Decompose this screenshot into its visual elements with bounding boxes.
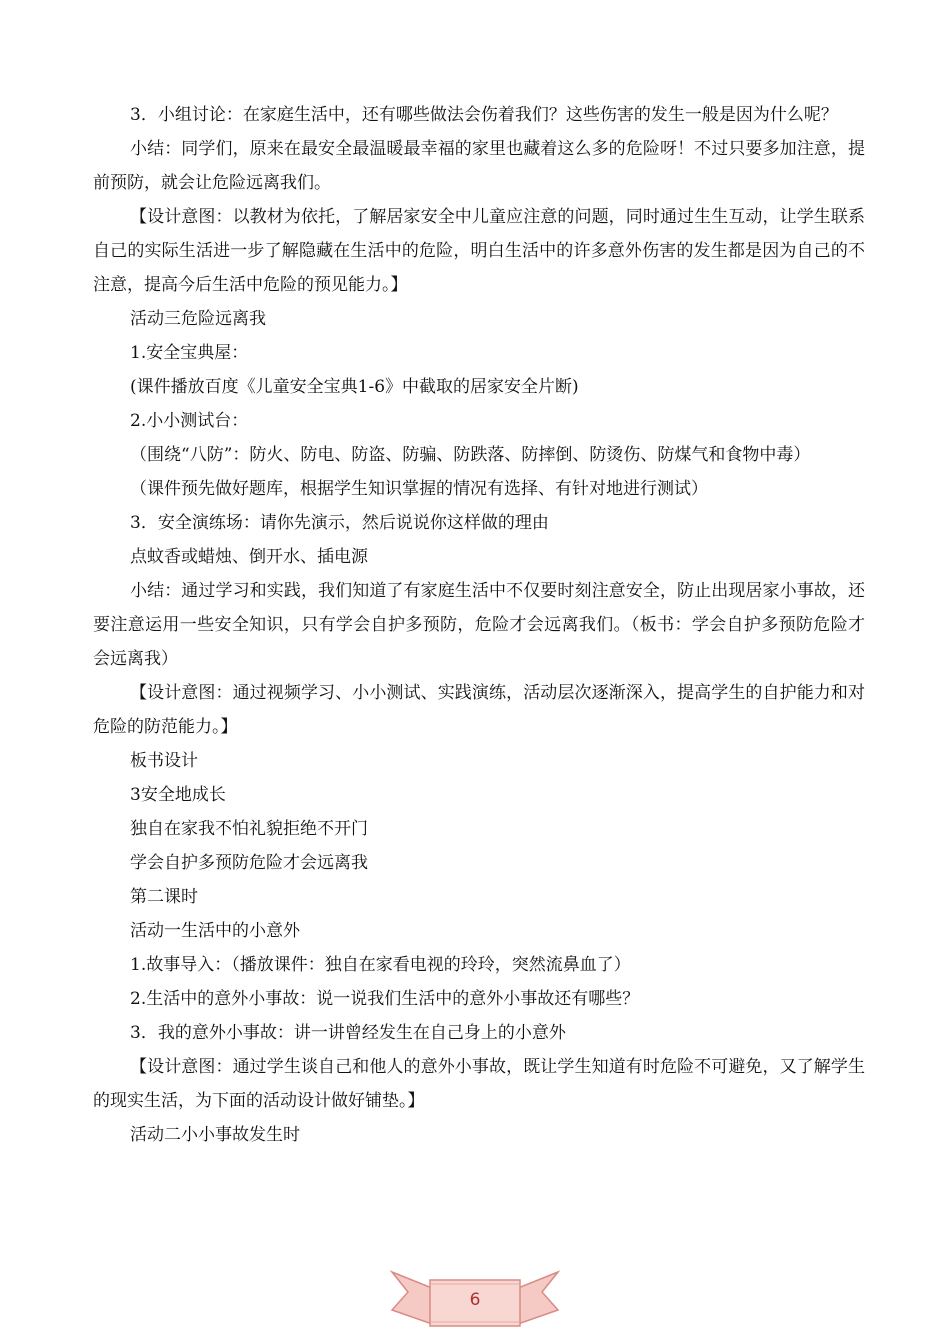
paragraph-question-bank: （课件预先做好题库，根据学生知识掌握的情况有选择、有针对地进行测试）: [130, 479, 708, 499]
heading-board-design: 板书设计: [130, 751, 198, 771]
heading-activity-3: 活动三危险远离我: [130, 309, 266, 329]
heading-second-lesson: 第二课时: [130, 887, 198, 907]
page-body: [93, 98, 865, 1152]
paragraph-courseware-note: (课件播放百度《儿童安全宝典1-6》中截取的居家安全片断): [130, 377, 579, 397]
board-line-2: 学会自护多预防危险才会远离我: [130, 853, 368, 873]
paragraph-design-intent-1: 【设计意图：以教材为依托，了解居家安全中儿童应注意的问题，同时通过生生互动，让学生联系自己的实际生活进一步了解隐藏在生活中的危险，明白生活中的许多意外伤害的发生都是因为自己的不注意，提高今后生活中危险的预见能力。】: [93, 207, 865, 295]
heading-activity-1: 活动一生活中的小意外: [130, 921, 300, 941]
paragraph-accidents-in-life: 2.生活中的意外小事故：说一说我们生活中的意外小事故还有哪些？: [130, 989, 640, 1009]
heading-activity-2: 活动二小小事故发生时: [130, 1125, 300, 1145]
paragraph-story-intro: 1.故事导入：（播放课件：独自在家看电视的玲玲，突然流鼻血了）: [130, 955, 631, 975]
paragraph-design-intent-3: 【设计意图：通过学生谈自己和他人的意外小事故，既让学生知道有时危险不可避免，又了解学生的现实生活，为下面的活动设计做好铺垫。】: [93, 1057, 865, 1111]
paragraph-my-accident: 3．我的意外小事故：讲一讲曾经发生在自己身上的小意外: [130, 1023, 566, 1043]
board-line-1: 独自在家我不怕礼貌拒绝不开门: [130, 819, 368, 839]
paragraph-safety-guide: 1.安全宝典屋：: [130, 343, 249, 363]
paragraph-drill-items: 点蚊香或蜡烛、倒开水、插电源: [130, 547, 368, 567]
paragraph-group-discussion: 3．小组讨论：在家庭生活中，还有哪些做法会伤着我们？这些伤害的发生一般是因为什么呢？: [130, 105, 838, 125]
paragraph-summary-1: 小结：同学们，原来在最安全最温暖最幸福的家里也藏着这么多的危险呀！不过只要多加注意，提前预防，就会让危险远离我们。: [93, 139, 865, 193]
board-line-title: 3安全地成长: [130, 785, 226, 805]
paragraph-design-intent-2: 【设计意图：通过视频学习、小小测试、实践演练，活动层次逐渐深入，提高学生的自护能力和对危险的防范能力。】: [93, 683, 865, 737]
paragraph-summary-2: 小结：通过学习和实践，我们知道了有家庭生活中不仅要时刻注意安全，防止出现居家小事故，还要注意运用一些安全知识，只有学会自护多预防，危险才会远离我们。（板书：学会自护多预防危险才会远离我）: [93, 581, 865, 669]
page-number: 6: [469, 1290, 481, 1310]
paragraph-quiz-platform: 2.小小测试台：: [130, 411, 249, 431]
paragraph-drill-field: 3．安全演练场：请你先演示，然后说说你这样做的理由: [130, 513, 549, 533]
paragraph-eight-preventions: （围绕“八防”：防火、防电、防盗、防骗、防跌落、防摔倒、防烫伤、防煤气和食物中毒）: [130, 445, 811, 465]
page-footer: [0, 1266, 950, 1336]
